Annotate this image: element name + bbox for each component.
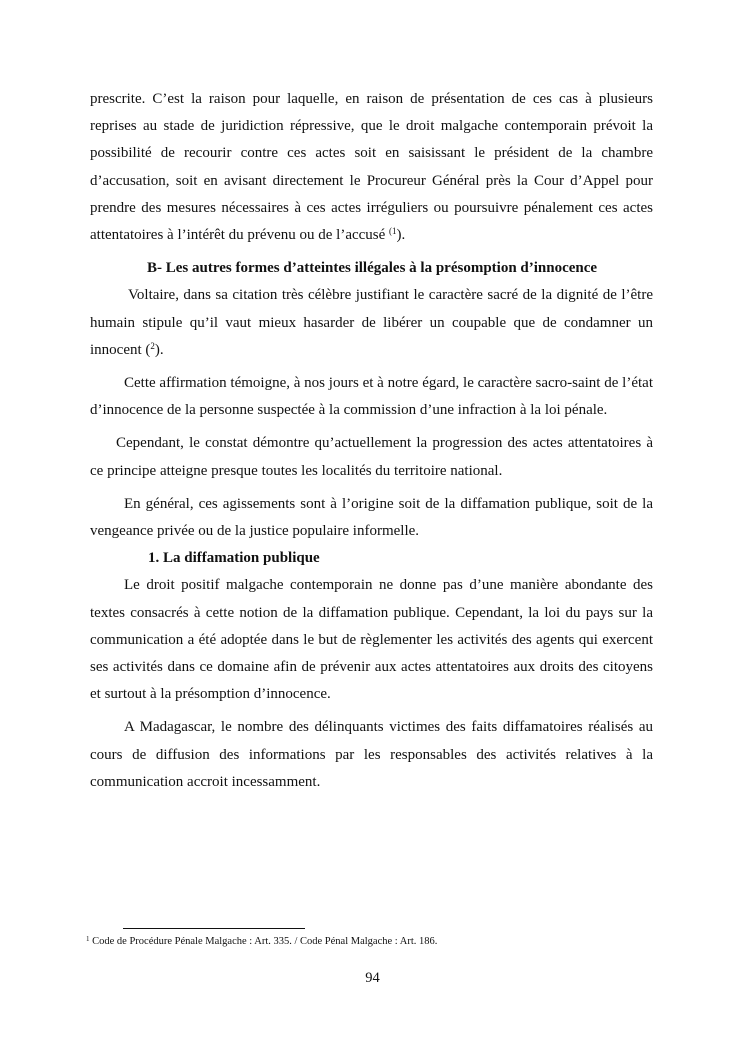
- body-text: [90, 86, 653, 796]
- paragraph-constat: Cependant, le constat démontre qu’actuellement la progression des actes attentatoires à ce principe atteigne presque toutes les localités du territoire national.: [90, 435, 653, 479]
- footnote-1: $^1$ Code de Procédure Pénale Malgache : Art. 335. / Code Pénal Malgache : Art. 186.: [86, 935, 438, 947]
- paragraph-droit-positif: Le droit positif malgache contemporain ne donne pas d’une manière abondante des textes consacrés à cette notion de la diffamation publique. Cependant, la loi du pays sur la communication a été adoptée dans le but de règlementer les activités des agents qui exercent ses activités dans ce domaine afin de prévenir aux actes attentatoires aux droits des citoyens et surtout à la présomption d’innocence.: [90, 577, 653, 703]
- paragraph-general: En général, ces agissements sont à l’origine soit de la diffamation publique, soit de la vengeance privée ou de la justice populaire informelle.: [90, 495, 653, 540]
- subsection-heading-1: 1. La diffamation publique: [148, 550, 320, 567]
- footnote-marker: 1: [86, 935, 90, 943]
- page-number: 94: [365, 970, 380, 986]
- paragraph-madagascar: A Madagascar, le nombre des délinquants victimes des faits diffamatoires réalisés au cours de diffusion des informations par les responsables des activités relatives à la communication accroit incessamment.: [90, 719, 653, 790]
- footnote-separator: [123, 928, 305, 929]
- paragraph-continuation: prescrite. C’est la raison pour laquelle, en raison de présentation de ces cas à plusieurs reprises au stade de juridiction répressive, que le droit malgache contemporain prévoit la possibilité de recourir contre ces actes soit en saisissant le président de la chambre d’accusation, soit en avisant directement le Procureur Général près la Cour d’Appel pour prendre des mesures nécessaires à ces actes irréguliers ou poursuivre pénalement ces actes attentatoires à l’intérêt du prévenu ou de l’accusé $^{(1}$).: [90, 91, 653, 244]
- paragraph-voltaire: Voltaire, dans sa citation très célèbre justifiant le caractère sacré de la dignité de l’être humain stipule qu’il vaut mieux hasarder de libérer un coupable que de condamner un innocent ($^2$).: [90, 287, 653, 358]
- section-heading-b: B- Les autres formes d’atteintes illégales à la présomption d’innocence: [147, 260, 598, 277]
- footnote-ref-1: (1: [389, 226, 397, 237]
- footnote-ref-2: 2: [150, 340, 155, 351]
- paragraph-affirmation: Cette affirmation témoigne, à nos jours et à notre égard, le caractère sacro-saint de l’état d’innocence de la personne suspectée à la commission d’une infraction à la loi pénale.: [90, 375, 653, 419]
